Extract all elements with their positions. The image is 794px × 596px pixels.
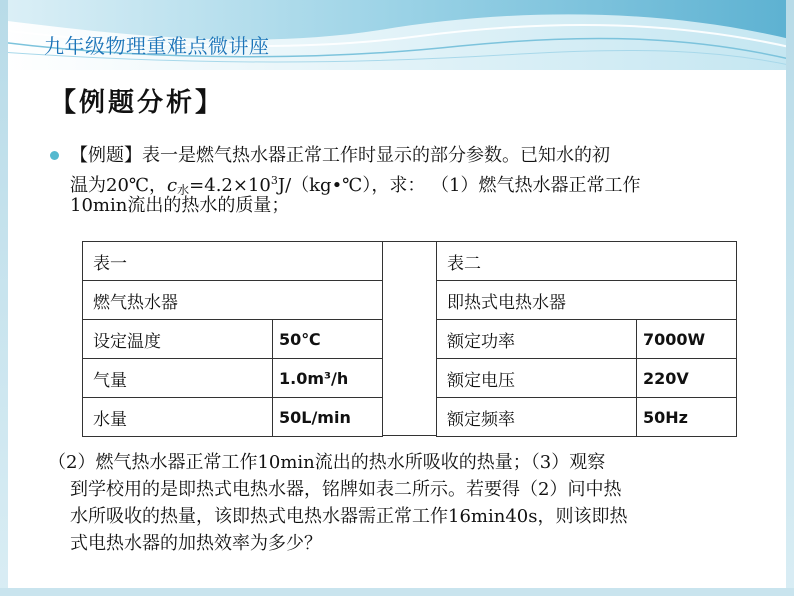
param-label: 设定温度 xyxy=(83,320,273,359)
question-line-2-part-d: J/（kg•℃），求： （1）燃气热水器正常工作 xyxy=(277,175,641,196)
param-label: 水量 xyxy=(83,398,273,437)
param-label: 气量 xyxy=(83,359,273,398)
param-value: 1.0m³/h xyxy=(273,359,383,398)
table-row xyxy=(83,242,383,281)
table-one-title: 表一 xyxy=(83,242,383,281)
param-label: 额定功率 xyxy=(437,320,637,359)
question-line-7: 式电热水器的加热效率为多少？ xyxy=(70,533,322,554)
param-value: 7000W xyxy=(637,320,737,359)
question-line-6: 水所吸收的热量，该即热式电热水器需正常工作16min40s，则该即热 xyxy=(70,506,628,527)
table-row xyxy=(437,242,737,281)
param-value: 220V xyxy=(637,359,737,398)
table-two-title: 表二 xyxy=(437,242,737,281)
question-line-3: 10min流出的热水的质量； xyxy=(70,195,290,216)
exponent: 3 xyxy=(270,174,278,187)
param-value: 50℃ xyxy=(273,320,383,359)
table-one-device: 燃气热水器 xyxy=(83,281,383,320)
bullet-icon xyxy=(50,151,59,160)
table-row xyxy=(437,281,737,320)
param-value: 50Hz xyxy=(637,398,737,437)
param-label: 额定频率 xyxy=(437,398,637,437)
param-value: 50L/min xyxy=(273,398,383,437)
table-row xyxy=(83,320,383,359)
param-label: 额定电压 xyxy=(437,359,637,398)
question-line-2-part-a: 温为20℃， xyxy=(70,175,168,196)
table-two xyxy=(436,241,737,437)
left-frame-border xyxy=(0,0,8,596)
question-line-4: （2）燃气热水器正常工作10min流出的热水所吸收的热量；（3）观察 xyxy=(48,452,606,473)
right-frame-border xyxy=(786,0,794,596)
table-row xyxy=(83,398,383,437)
question-line-1: 【例题】表一是燃气热水器正常工作时显示的部分参数。已知水的初 xyxy=(70,145,610,166)
table-row xyxy=(437,359,737,398)
specific-heat-subscript: 水 xyxy=(177,183,190,197)
question-line-5: 到学校用的是即热式电热水器，铭牌如表二所示。若要得（2）问中热 xyxy=(70,479,622,500)
table-row xyxy=(83,281,383,320)
header-title: 九年级物理重难点微讲座 xyxy=(44,34,270,58)
table-one xyxy=(82,241,383,437)
bottom-frame-border xyxy=(0,588,794,596)
table-row xyxy=(83,359,383,398)
question-line-2-part-b: =4.2×10 xyxy=(189,175,271,196)
section-heading: 【例题分析】 xyxy=(50,88,225,118)
specific-heat-symbol: c xyxy=(167,175,178,196)
table-gap xyxy=(382,241,436,436)
table-two-device: 即热式电热水器 xyxy=(437,281,737,320)
table-row xyxy=(437,398,737,437)
table-row xyxy=(437,320,737,359)
